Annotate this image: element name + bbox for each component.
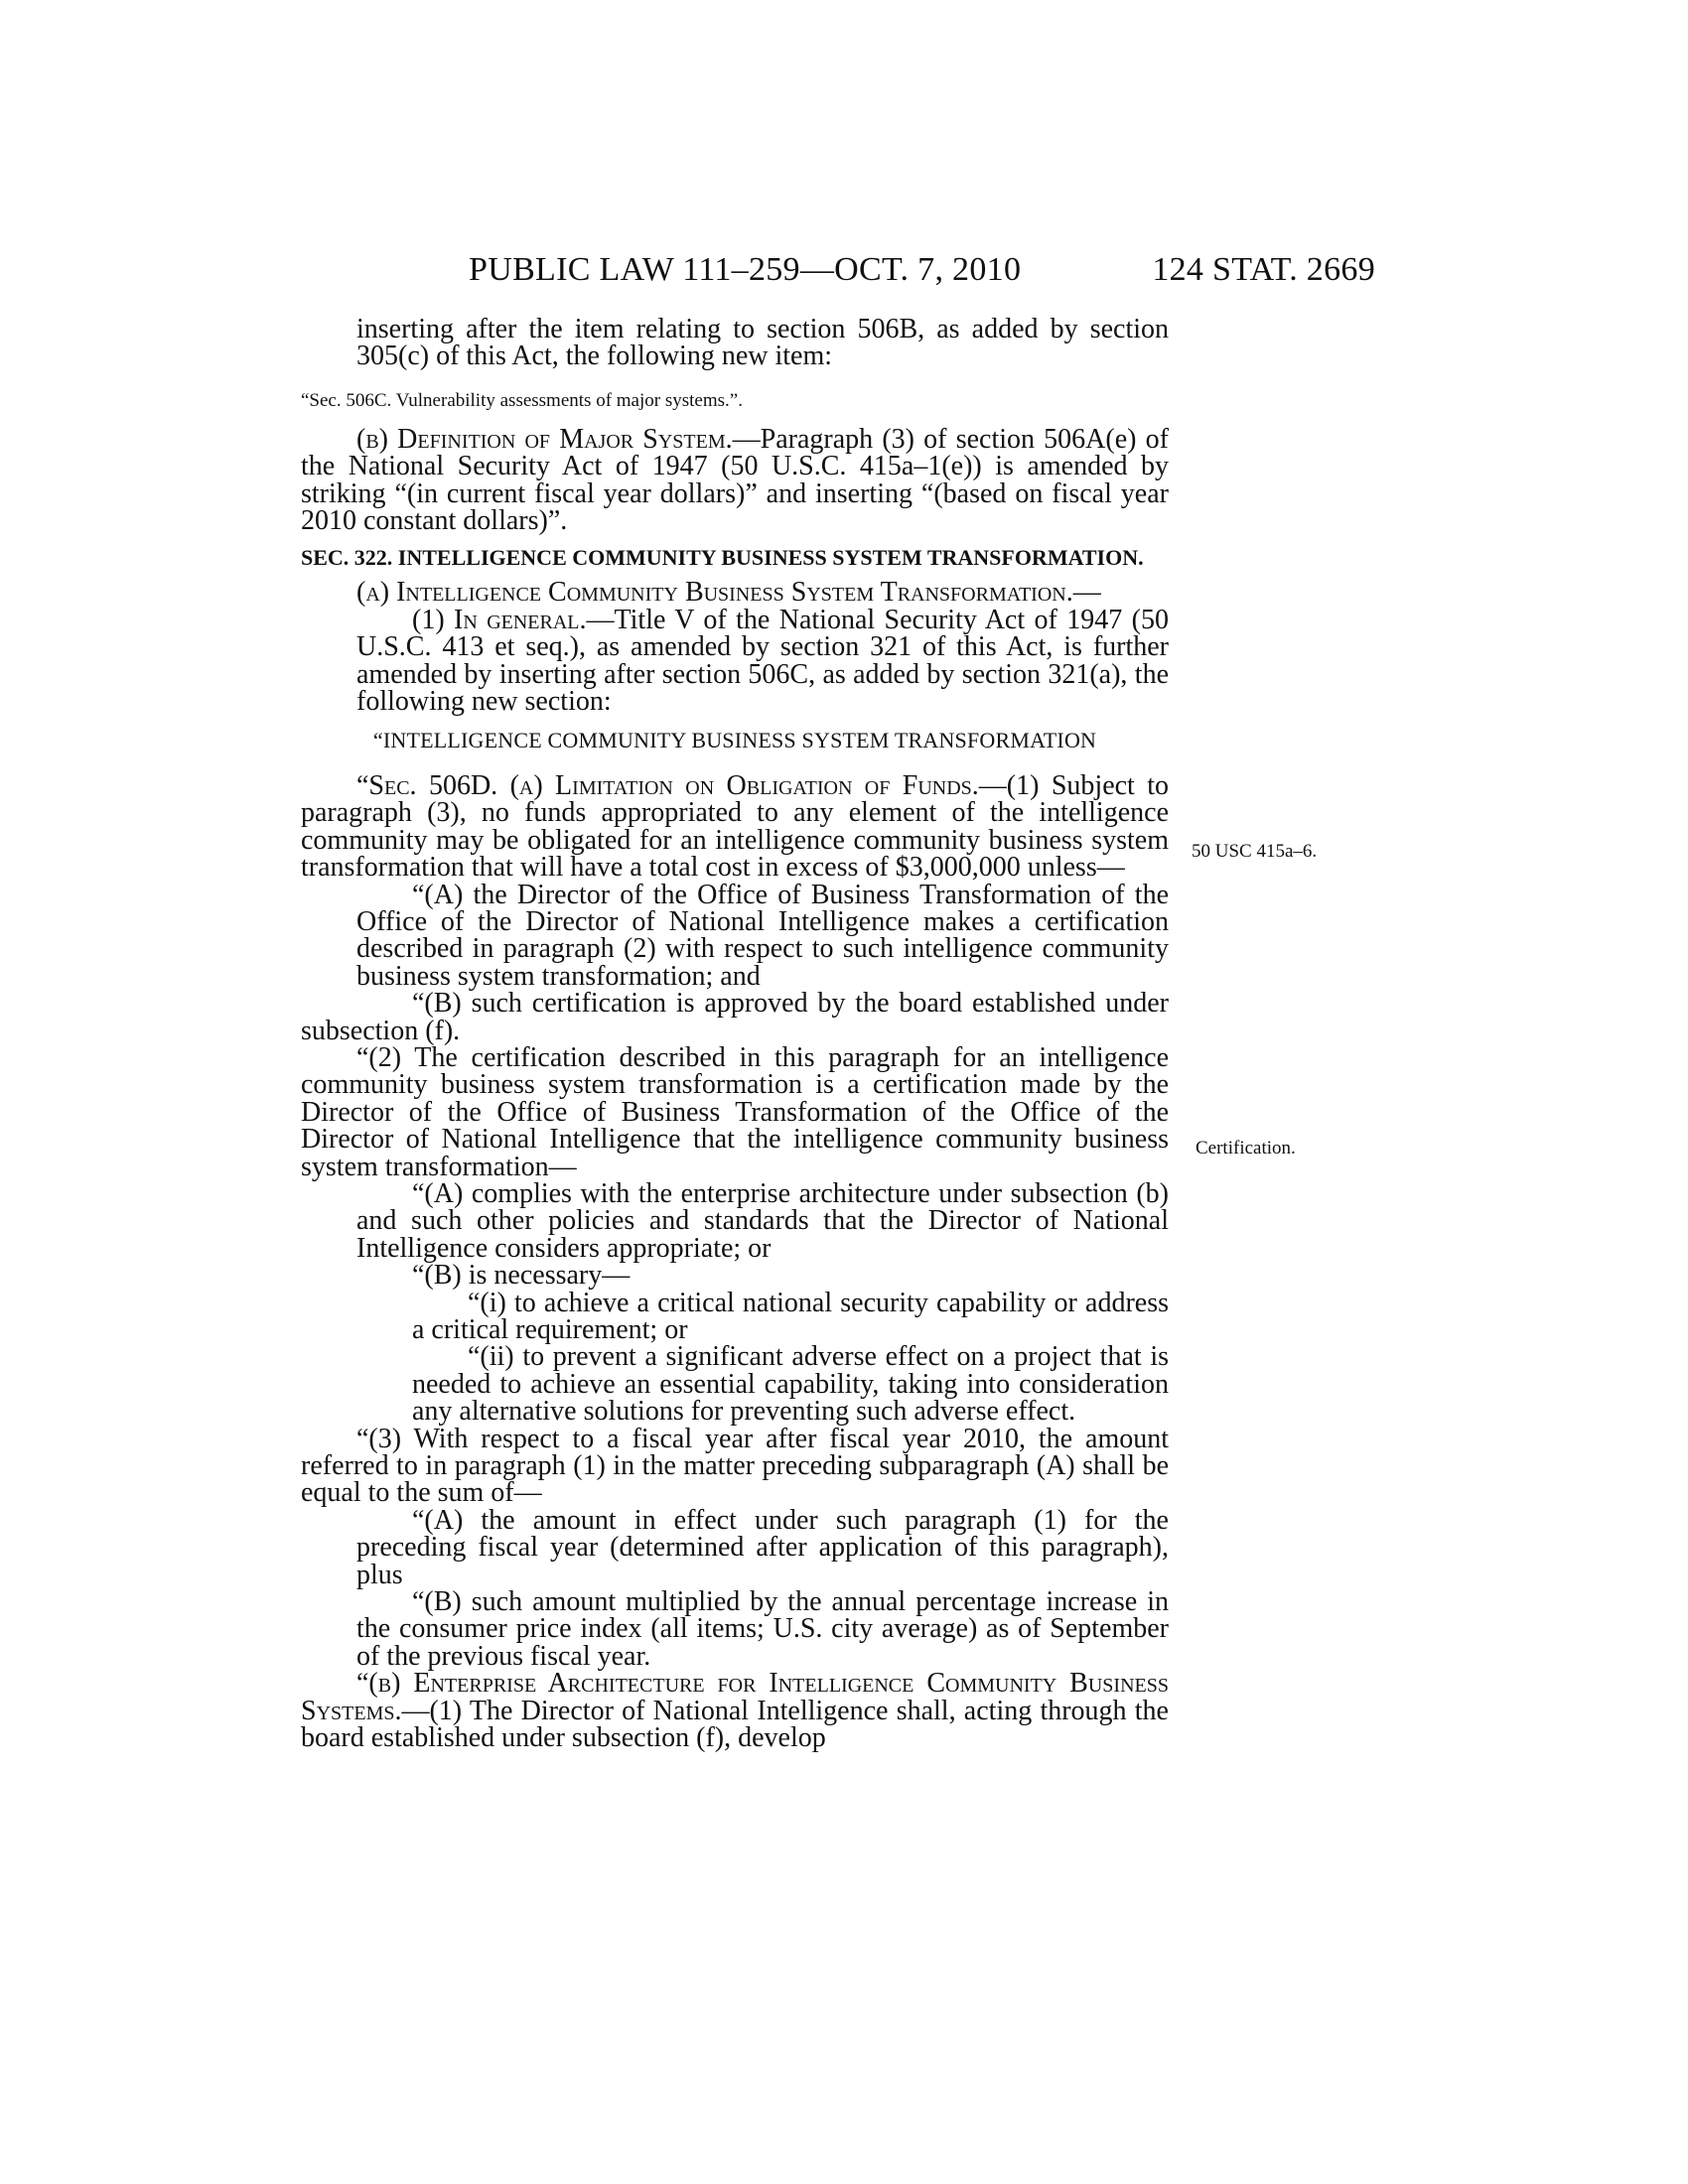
clause-a2-B-ii: “(ii) to prevent a significant adverse effect on a project that is needed to achieve an essential capability, taking into consideration any alternative solutions for preventing such adverse effect.: [412, 1341, 1169, 1428]
section-506d-a1: [301, 769, 1169, 884]
subparagraph-a2-A: “(A) complies with the enterprise architecture under subsection (b) and such other policies and standards that the Director of National Intelligence considers appropriate; or: [356, 1177, 1169, 1264]
subsection-b: [301, 1668, 1169, 1754]
subsection-heading: (a) Intelligence Community Business System Transformation.: [356, 577, 1073, 609]
subsection-a: [301, 577, 1169, 609]
subparagraph-a3-B: “(B) such amount multiplied by the annual percentage increase in the consumer price index (all items; U.S. city average) as of September of the previous fiscal year.: [356, 1586, 1169, 1672]
margin-note-certification: Certification.: [1196, 1138, 1296, 1159]
page-header: [298, 250, 1375, 290]
subparagraph-a2-B: “(B) is necessary—: [412, 1260, 631, 1292]
paragraph-a1: [301, 604, 1169, 718]
public-law-citation: PUBLIC LAW 111–259—OCT. 7, 2010: [469, 251, 1022, 288]
subsection-text: —Paragraph (3) of section 506A(e) of the National Security Act of 1947 (50 U.S.C. 415a–1(e)) is amended by striking “(in current fiscal year dollars)” and inserting “(based on fiscal year 2010 constant dollars)”.: [301, 423, 1169, 537]
section-heading: SEC. 322. INTELLIGENCE COMMUNITY BUSINESS SYSTEM TRANSFORMATION.: [301, 545, 1144, 571]
subsection-heading: (b) Definition of Major System.: [356, 423, 733, 455]
document-body: [301, 316, 1169, 1752]
clause-a2-B-i: “(i) to achieve a critical national security capability or address a critical requirement; or: [412, 1287, 1169, 1345]
paragraph-b-definition: [301, 423, 1169, 537]
paragraph-a2: “(2) The certification described in this paragraph for an intelligence community business system transformation is a certification made by the Director of the Office of Business Transformation of the Office of the Director of National Intelligence that the intelligence community business system transformation—: [301, 1041, 1169, 1182]
subparagraph-a1-A: “(A) the Director of the Office of Business Transformation of the Office of the Director of National Intelligence makes a certification described in paragraph (2) with respect to such intelligence community business system transformation; and: [356, 879, 1169, 992]
subsection-text: —: [1072, 577, 1101, 609]
margin-note-usc: 50 USC 415a–6.: [1192, 841, 1318, 862]
paragraph-a3: “(3) With respect to a fiscal year after fiscal year 2010, the amount referred to in paragraph (1) in the matter preceding subparagraph (A) shall be equal to the sum of—: [301, 1423, 1169, 1509]
inserted-section-heading: “INTELLIGENCE COMMUNITY BUSINESS SYSTEM TRANSFORMATION: [372, 728, 1097, 753]
subsection-text: —(1) The Director of National Intelligence shall, acting through the board established under subsection (f), develop: [301, 1695, 1169, 1754]
subparagraph-a3-A: “(A) the amount in effect under such paragraph (1) for the preceding fiscal year (determined after application of this paragraph), plus: [356, 1504, 1169, 1590]
paragraph-text: —Title V of the National Security Act of 1947 (50 U.S.C. 413 et seq.), as amended by section 321 of this Act, is further amended by inserting after section 506C, as added by section 321(a), the following new section:: [356, 604, 1169, 718]
subsection-heading: “(b) Enterprise Architecture for Intelligence Community Business Systems.: [301, 1668, 1169, 1726]
table-of-contents-item: “Sec. 506C. Vulnerability assessments of major systems.”.: [301, 389, 743, 411]
subparagraph-a1-B: “(B) such certification is approved by the board established under subsection (f).: [301, 988, 1169, 1046]
section-506d-text: —(1) Subject to paragraph (3), no funds appropriated to any element of the intelligence community may be obligated for an intelligence community business system transformation that will have a total cost in excess of $3,000,000 unless—: [301, 769, 1169, 884]
section-506d-heading: “Sec. 506D. (a) Limitation on Obligation of Funds.: [356, 769, 979, 801]
paragraph-heading: (1) In general.: [412, 604, 587, 635]
statute-page-number: 124 STAT. 2669: [1152, 251, 1375, 288]
intro-paragraph: inserting after the item relating to section 506B, as added by section 305(c) of this Act, the following new item:: [356, 314, 1169, 372]
